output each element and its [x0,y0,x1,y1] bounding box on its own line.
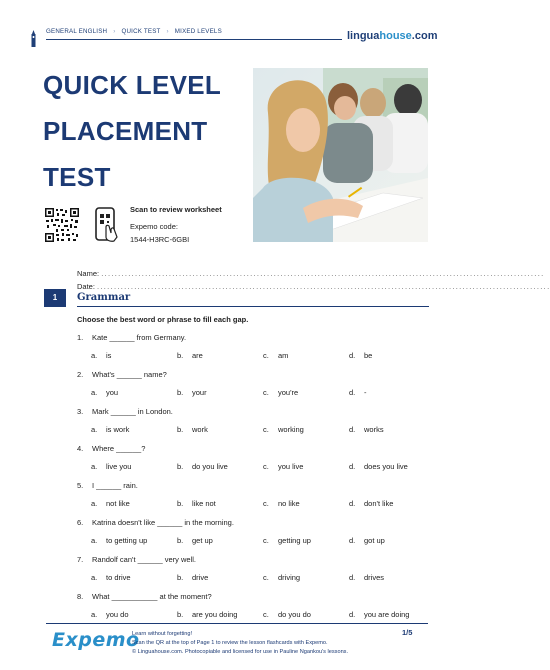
name-field[interactable]: Name: ................................................................................................................................... [77,269,545,278]
option[interactable]: a. to drive [91,573,131,582]
option[interactable]: d. you are doing [349,610,410,619]
footer-instruction: Scan the QR at the top of Page 1 to review the lesson flashcards with Expemo. [132,640,328,646]
option[interactable]: c. you live [263,462,304,471]
expemo-code: 1544-H3RC-6GBI [130,235,190,244]
option[interactable]: c. no like [263,499,300,508]
section-title: Grammar [77,292,131,303]
option[interactable]: c. working [263,425,304,434]
linguahouse-logo[interactable]: linguahouse.com [347,30,438,42]
expemo-code-label: Expemo code: [130,222,178,231]
footer-tagline: Learn without forgetting! [132,631,193,637]
header-divider [46,39,342,40]
breadcrumb-item: QUICK TEST [121,28,161,35]
option[interactable]: d. drives [349,573,385,582]
question: 6. Katrina doesn't like ______ in the morning. [77,518,234,527]
option[interactable]: a. to getting up [91,536,148,545]
question: 7. Randolf can't ______ very well. [77,555,196,564]
name-label: Name: [77,269,100,278]
question: 2. What's ______ name? [77,370,167,379]
option[interactable]: d. does you live [349,462,408,471]
section-divider [77,306,429,307]
option[interactable]: d. don't like [349,499,394,508]
title-line: QUICK LEVEL [43,70,222,100]
page-title [43,62,243,200]
option[interactable]: d. got up [349,536,385,545]
option[interactable]: c. am [263,351,289,360]
students-photo [253,68,428,242]
option[interactable]: b. are [177,351,203,360]
phone-scan-icon [92,207,118,243]
option[interactable]: d. works [349,425,384,434]
option[interactable]: d. - [349,388,367,397]
date-field[interactable]: Date: ...................................................................................................................................... [77,282,550,291]
instruction: Choose the best word or phrase to fill each gap. [77,315,249,324]
option[interactable]: a. you do [91,610,129,619]
option[interactable]: b. drive [177,573,209,582]
option[interactable]: c. driving [263,573,301,582]
breadcrumb-item: GENERAL ENGLISH [46,28,108,35]
option[interactable]: a. is [91,351,112,360]
option[interactable]: c. do you do [263,610,311,619]
option[interactable]: a. not like [91,499,130,508]
breadcrumb: GENERAL ENGLISH › QUICK TEST › MIXED LEVELS [46,28,222,35]
scan-label: Scan to review worksheet [130,205,222,214]
question: 4. Where ______? [77,444,146,453]
tower-icon [30,30,37,47]
option[interactable]: a. you [91,388,119,397]
title-line: PLACEMENT [43,116,208,146]
option[interactable]: b. do you live [177,462,228,471]
page-number: 1/5 [402,628,413,637]
option[interactable]: a. is work [91,425,130,434]
option[interactable]: b. work [177,425,208,434]
qr-code[interactable] [44,207,80,243]
option[interactable]: b. like not [177,499,216,508]
question: 3. Mark ______ in London. [77,407,173,416]
date-label: Date: [77,282,95,291]
expemo-logo[interactable]: Expemo [52,629,140,651]
question: 8. What ___________ at the moment? [77,592,212,601]
option[interactable]: c. you're [263,388,299,397]
option[interactable]: c. getting up [263,536,311,545]
footer-copyright: © Linguahouse.com. Photocopiable and licensed for use in Pauline Ngankou's lessons. [132,649,349,655]
option[interactable]: a. live you [91,462,132,471]
option[interactable]: b. your [177,388,207,397]
section-number: 1 [44,289,66,307]
title-line: TEST [43,162,111,192]
question: 5. I ______ rain. [77,481,138,490]
breadcrumb-item: MIXED LEVELS [174,28,222,35]
question: 1. Kate ______ from Germany. [77,333,187,342]
option[interactable]: b. get up [177,536,213,545]
option[interactable]: b. are you doing [177,610,238,619]
option[interactable]: d. be [349,351,373,360]
footer-divider [46,623,428,624]
